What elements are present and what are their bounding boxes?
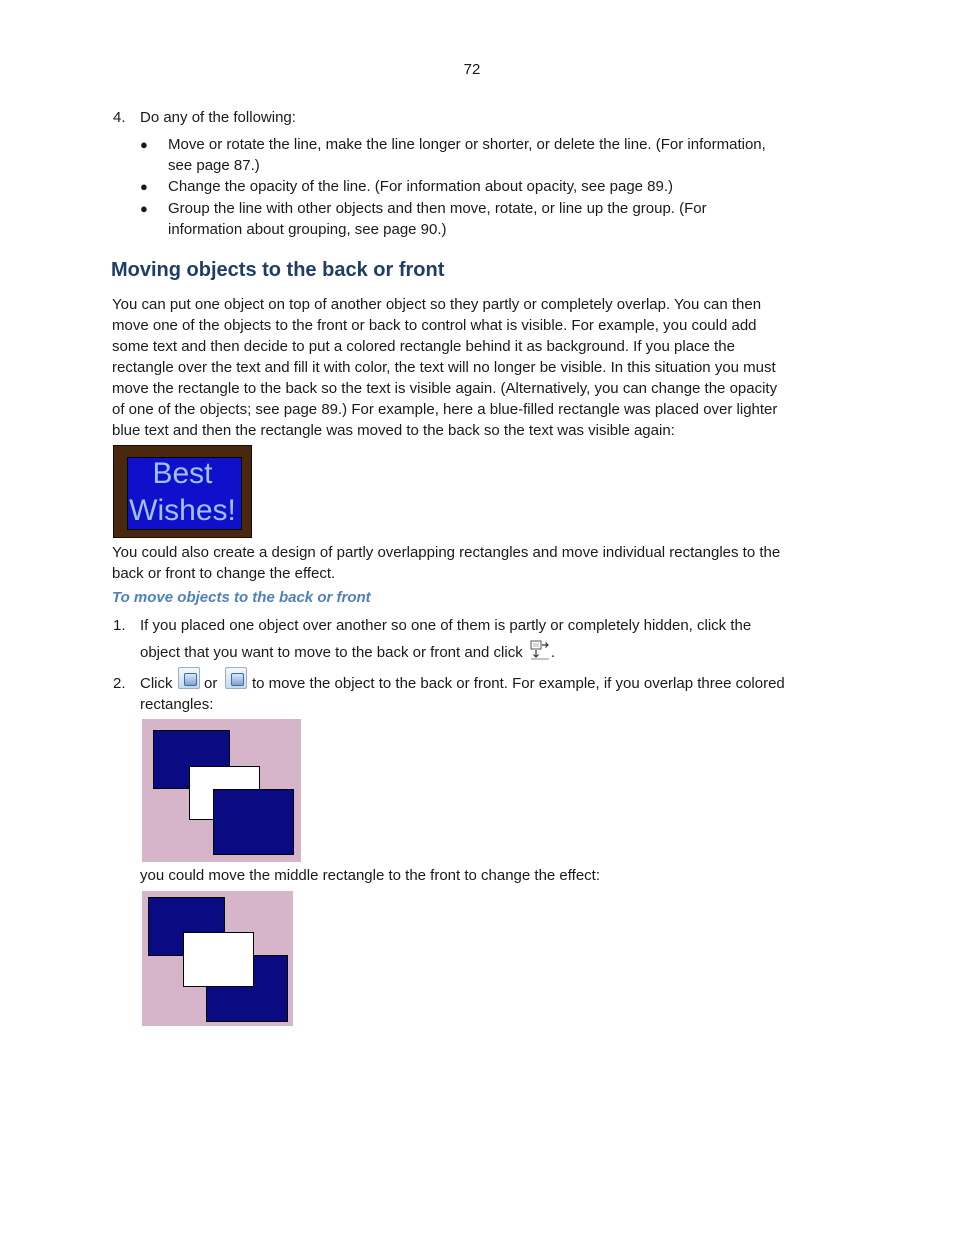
step2-click-label: Click bbox=[140, 675, 173, 692]
middle-rectangle-front bbox=[183, 932, 254, 987]
bullet-marker: ● bbox=[140, 179, 148, 194]
paragraph-line: of one of the objects; see page 89.) For example, here a blue-filled rectangle was placed over lighter bbox=[112, 401, 778, 418]
send-to-back-icon bbox=[178, 667, 200, 689]
best-wishes-line-2: Wishes! bbox=[129, 494, 236, 527]
step1-number: 1. bbox=[113, 617, 126, 634]
best-wishes-example-image bbox=[113, 445, 252, 538]
step2-number: 2. bbox=[113, 675, 126, 692]
step2-or-label: or bbox=[204, 675, 218, 692]
step4-intro: Do any of the following: bbox=[140, 109, 296, 126]
overlapping-rectangles-diagram bbox=[142, 719, 301, 862]
page-number: 72 bbox=[463, 61, 481, 78]
procedure-heading: To move objects to the back or front bbox=[112, 589, 371, 606]
after-diagram-text: you could move the middle rectangle to the front to change the effect: bbox=[140, 867, 601, 884]
paragraph-line: some text and then decide to put a colored rectangle behind it as background. If you place the bbox=[112, 338, 735, 355]
bullet-marker: ● bbox=[140, 201, 148, 216]
bring-to-front-icon bbox=[225, 667, 247, 689]
step1-line-1: If you placed one object over another so one of them is partly or completely hidden, click the bbox=[140, 617, 752, 634]
step1-period: . bbox=[550, 644, 556, 661]
step4-number: 4. bbox=[113, 109, 126, 126]
middle-front-diagram bbox=[142, 891, 293, 1026]
front-rectangle bbox=[213, 789, 294, 855]
bullet-1-line-1: Move or rotate the line, make the line longer or shorter, or delete the line. (For information, bbox=[168, 136, 766, 153]
paragraph-line: move one of the objects to the front or back to control what is visible. For example, you could add bbox=[112, 317, 757, 334]
paragraph-line: You can put one object on top of another object so they partly or completely overlap. You can then bbox=[112, 296, 762, 313]
bullet-3-line-2: information about grouping, see page 90.) bbox=[168, 221, 447, 238]
bullet-2-line-1: Change the opacity of the line. (For information about opacity, see page 89.) bbox=[168, 178, 674, 195]
step1-line-2 bbox=[140, 640, 555, 663]
paragraph-line: move the rectangle to the back so the text is visible again. (Alternatively, you can change the opacity bbox=[112, 380, 778, 397]
section-heading: Moving objects to the back or front bbox=[111, 259, 445, 281]
arrange-icon bbox=[529, 640, 551, 660]
step2-line-2: rectangles: bbox=[140, 696, 214, 713]
paragraph2-line: You could also create a design of partly overlapping rectangles and move individual rectangles to the bbox=[112, 544, 781, 561]
paragraph-line: blue text and then the rectangle was moved to the back so the text was visible again: bbox=[112, 422, 675, 439]
bullet-3-line-1: Group the line with other objects and then move, rotate, or line up the group. (For bbox=[168, 200, 707, 217]
best-wishes-line-1: Best bbox=[152, 457, 213, 490]
step1-text: object that you want to move to the back or front and click bbox=[140, 644, 523, 661]
bullet-marker: ● bbox=[140, 137, 148, 152]
step2-line-1-rest: to move the object to the back or front. For example, if you overlap three colored bbox=[252, 675, 785, 692]
bullet-1-line-2: see page 87.) bbox=[168, 157, 260, 174]
paragraph-line: rectangle over the text and fill it with color, the text will no longer be visible. In this situation you must bbox=[112, 359, 776, 376]
paragraph2-line: back or front to change the effect. bbox=[112, 565, 336, 582]
